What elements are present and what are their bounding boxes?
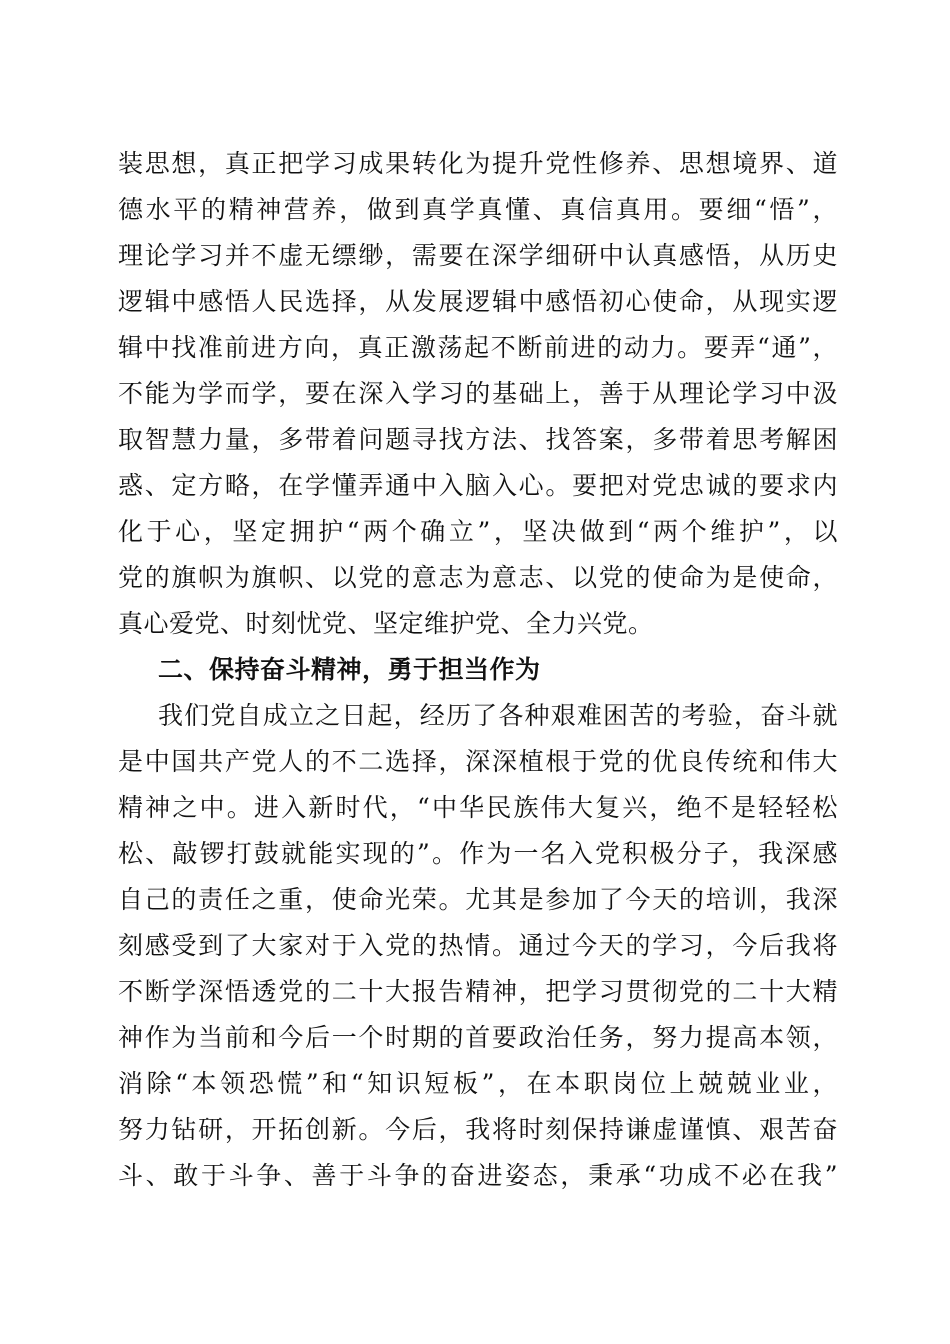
paragraph-2-line: 斗、敢于斗争、善于斗争的奋进姿态，秉承“功成不必在我” — [118, 1161, 838, 1190]
paragraph-2-line: 神作为当前和今后一个时期的首要政治任务，努力提高本领， — [118, 1023, 838, 1052]
paragraph-1-line: 真心爱党、时刻忧党、坚定维护党、全力兴党。 — [118, 609, 654, 638]
paragraph-1-line: 德水平的精神营养，做到真学真懂、真信真用。要细“悟”， — [118, 195, 838, 224]
section-heading: 二、保持奋斗精神，勇于担当作为 — [158, 655, 541, 684]
paragraph-2-line: 不断学深悟透党的二十大报告精神，把学习贯彻党的二十大精 — [118, 977, 838, 1006]
paragraph-2-line: 是中国共产党人的不二选择，深深植根于党的优良传统和伟大 — [118, 747, 838, 776]
paragraph-2-line: 我们党自成立之日起，经历了各种艰难困苦的考验，奋斗就 — [158, 701, 838, 730]
paragraph-1-line: 党的旗帜为旗帜、以党的意志为意志、以党的使命为是使命， — [118, 563, 838, 592]
paragraph-2-line: 努力钻研，开拓创新。今后，我将时刻保持谦虚谨慎、艰苦奋 — [118, 1115, 838, 1144]
paragraph-1-line: 逻辑中感悟人民选择，从发展逻辑中感悟初心使命，从现实逻 — [118, 287, 838, 316]
paragraph-1-line: 惑、定方略，在学懂弄通中入脑入心。要把对党忠诚的要求内 — [118, 471, 838, 500]
paragraph-1-line: 理论学习并不虚无缥缈，需要在深学细研中认真感悟，从历史 — [118, 241, 838, 270]
paragraph-1-line: 装思想，真正把学习成果转化为提升党性修养、思想境界、道 — [118, 149, 838, 178]
paragraph-2-line: 精神之中。进入新时代，“中华民族伟大复兴，绝不是轻轻松 — [118, 793, 838, 822]
paragraph-1-line: 取智慧力量，多带着问题寻找方法、找答案，多带着思考解困 — [118, 425, 838, 454]
paragraph-2-line: 自己的责任之重，使命光荣。尤其是参加了今天的培训，我深 — [118, 885, 838, 914]
paragraph-2-line: 刻感受到了大家对于入党的热情。通过今天的学习，今后我将 — [118, 931, 838, 960]
paragraph-1-line: 化于心，坚定拥护“两个确立”，坚决做到“两个维护”，以 — [118, 517, 838, 546]
paragraph-1-line: 不能为学而学，要在深入学习的基础上，善于从理论学习中汲 — [118, 379, 838, 408]
paragraph-1-line: 辑中找准前进方向，真正激荡起不断前进的动力。要弄“通”， — [118, 333, 838, 362]
paragraph-2-line: 松、敲锣打鼓就能实现的”。作为一名入党积极分子，我深感 — [118, 839, 838, 868]
paragraph-2-line: 消除“本领恐慌”和“知识短板”，在本职岗位上兢兢业业， — [118, 1069, 838, 1098]
